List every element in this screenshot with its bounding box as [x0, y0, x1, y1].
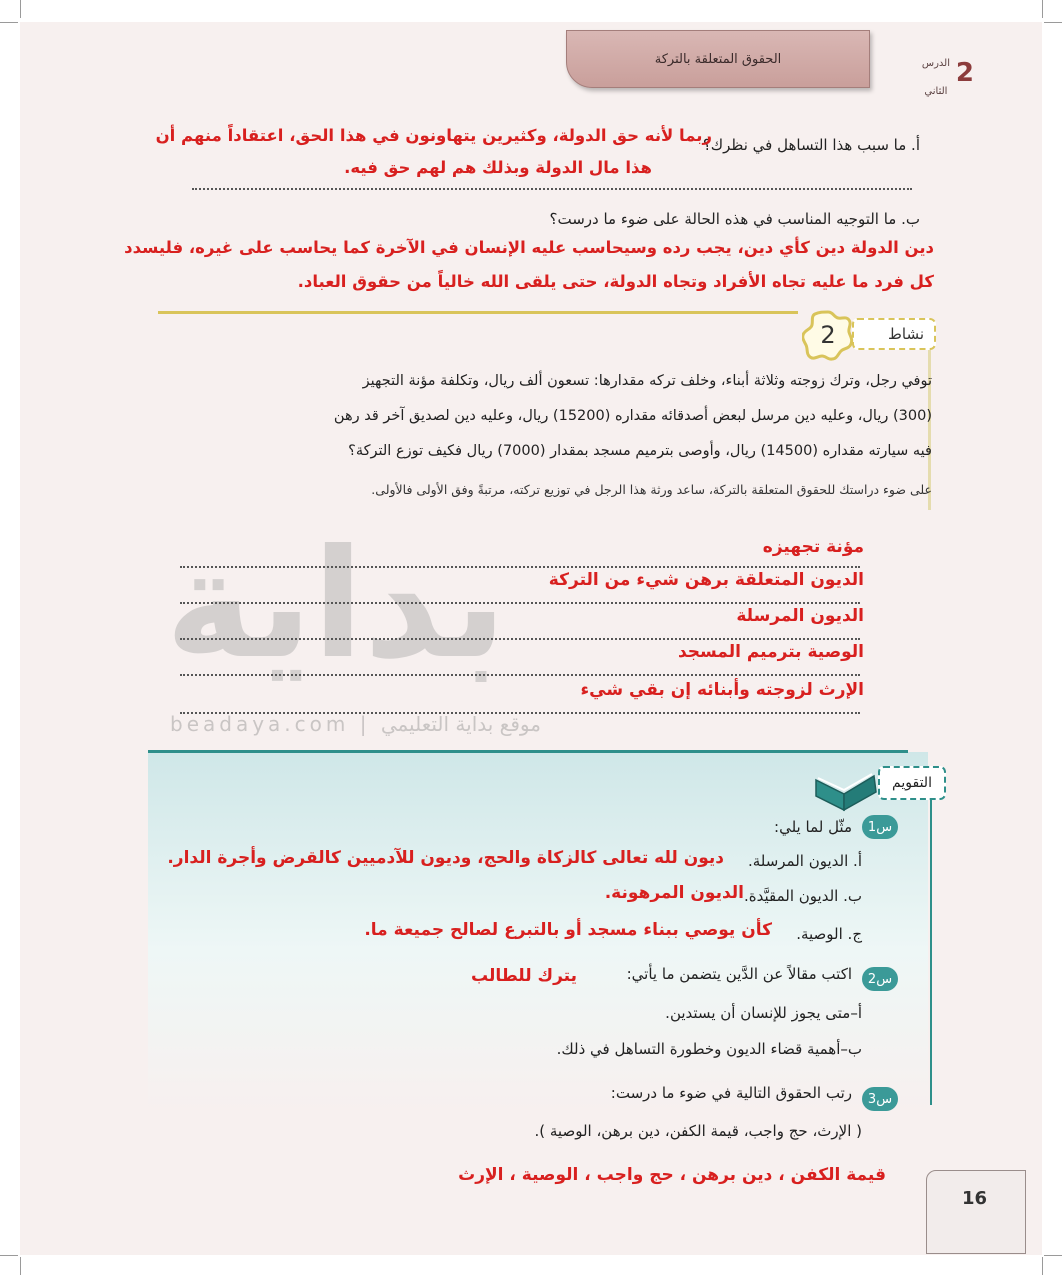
lesson-title-tab [566, 30, 870, 88]
crop-mark [1044, 22, 1062, 23]
activity-label: نشاط [888, 325, 924, 343]
activity-divider [158, 311, 798, 314]
q1-number-badge: س1 [862, 815, 898, 839]
activity-paragraph-3: فيه سيارته مقداره (14500) ريال، وأوصى بترميم مسجد بمقدار (7000) ريال فكيف توزع التركة؟ [348, 443, 932, 459]
q1-item-b-answer: الديون المرهونة. [604, 883, 744, 903]
crop-mark [0, 22, 18, 23]
answer-a-line1: ربما لأنه حق الدولة، وكثيرين يتهاونون في هذا الحق، اعتقاداً منهم أن [155, 126, 712, 145]
activity-instruction: على ضوء دراستك للحقوق المتعلقة بالتركة، ساعد ورثة هذا الرجل في توزيع تركته، مرتبةً وفق الأولى فالأولى. [371, 482, 932, 497]
activity-answer-4: الوصية بترميم المسجد [677, 642, 864, 662]
q2-item-b: ب–أهمية قضاء الديون وخطورة التساهل في ذلك. [556, 1040, 862, 1058]
activity-answer-5: الإرث لزوجته وأبنائه إن بقي شيء [580, 680, 864, 700]
answer-line-dotted [192, 188, 912, 190]
activity-number-badge [802, 309, 854, 361]
answer-line-dotted [180, 712, 860, 714]
activity-answer-2: الديون المتعلقة برهن شيء من التركة [548, 570, 864, 590]
lesson-label [922, 56, 950, 112]
question-b: ب. ما التوجيه المناسب في هذه الحالة على ضوء ما درست؟ [549, 210, 920, 228]
q2-answer: يترك للطالب [470, 966, 577, 986]
crop-mark [0, 1255, 18, 1256]
answer-b-line1: دين الدولة دين كأي دين، يجب رده وسيحاسب عليه الإنسان في الآخرة كما يحاسب على غيره، فليسدد [124, 238, 934, 257]
q1-item-c-answer: كأن يوصي ببناء مسجد أو بالتبرع لصالح جميعة ما. [364, 920, 772, 940]
lesson-label-1: الدرس [921, 58, 950, 69]
activity-label-box [852, 318, 936, 350]
q2-item-a: أ–متى يجوز للإنسان أن يستدين. [665, 1004, 862, 1022]
crop-mark [1042, 0, 1043, 18]
question-a: أ. ما سبب هذا التساهل في نظرك؟ [702, 136, 920, 154]
activity-paragraph-2: (300) ريال، وعليه دين مرسل لبعض أصدقائه مقداره (15200) ريال، وعليه دين لصديق آخر قد رهن [333, 408, 932, 424]
crop-mark [20, 0, 21, 18]
q1-item-a-answer: ديون لله تعالى كالزكاة والحج، وديون للآدميين كالقرض وأجرة الدار. [167, 848, 724, 868]
answer-line-dotted [180, 674, 860, 676]
q1-item-c-label: ج. الوصية. [796, 925, 862, 943]
answer-a-line2: هذا مال الدولة وبذلك هم لهم حق فيه. [344, 158, 652, 177]
q3-prompt: رتب الحقوق التالية في ضوء ما درست: [610, 1084, 852, 1102]
activity-answer-1: مؤنة تجهيزه [762, 537, 864, 557]
watermark-site: beadaya.com | موقع بداية التعليمي [170, 712, 541, 736]
crop-mark [1044, 1255, 1062, 1256]
q3-number-badge: س3 [862, 1087, 898, 1111]
evaluation-divider [148, 750, 908, 753]
activity-number: 2 [820, 321, 836, 349]
q1-item-b-label: ب. الديون المقيَّدة. [743, 887, 862, 905]
crop-mark [1042, 1257, 1043, 1275]
lesson-number: 2 [955, 58, 974, 88]
evaluation-label: التقويم [892, 775, 932, 791]
answer-line-dotted [180, 602, 860, 604]
lesson-title: الحقوق المتعلقة بالتركة [654, 51, 782, 67]
answer-line-dotted [180, 566, 860, 568]
q1-item-a-label: أ. الديون المرسلة. [747, 852, 862, 870]
activity-answer-3: الديون المرسلة [736, 606, 864, 626]
page-number-box [926, 1170, 1026, 1254]
open-book-icon [810, 766, 882, 812]
crop-mark [20, 1257, 21, 1275]
q1-prompt: مثّل لما يلي: [774, 818, 852, 836]
page-number: 16 [962, 1188, 988, 1209]
q2-number-badge: س2 [862, 967, 898, 991]
answer-line-dotted [180, 638, 860, 640]
evaluation-side-rule [930, 800, 932, 1105]
evaluation-label-box [878, 766, 946, 800]
activity-paragraph-1: توفي رجل، وترك زوجته وثلاثة أبناء، وخلف تركه مقدارها: تسعون ألف ريال، وتكلفة مؤنة التجهيز [362, 373, 932, 389]
lesson-label-2: الثاني [924, 86, 948, 97]
watermark-logo: بداية [165, 518, 507, 692]
answer-b-line2: كل فرد ما عليه تجاه الأفراد وتجاه الدولة، حتى يلقى الله خالياً من حقوق العباد. [297, 272, 934, 291]
q3-list: ( الإرث، حج واجب، قيمة الكفن، دين برهن، الوصية ). [534, 1122, 862, 1140]
q2-prompt: اكتب مقالاً عن الدَّين يتضمن ما يأتي: [626, 965, 852, 983]
q3-answer: قيمة الكفن ، دين برهن ، حج واجب ، الوصية ، الإرث [458, 1165, 886, 1185]
